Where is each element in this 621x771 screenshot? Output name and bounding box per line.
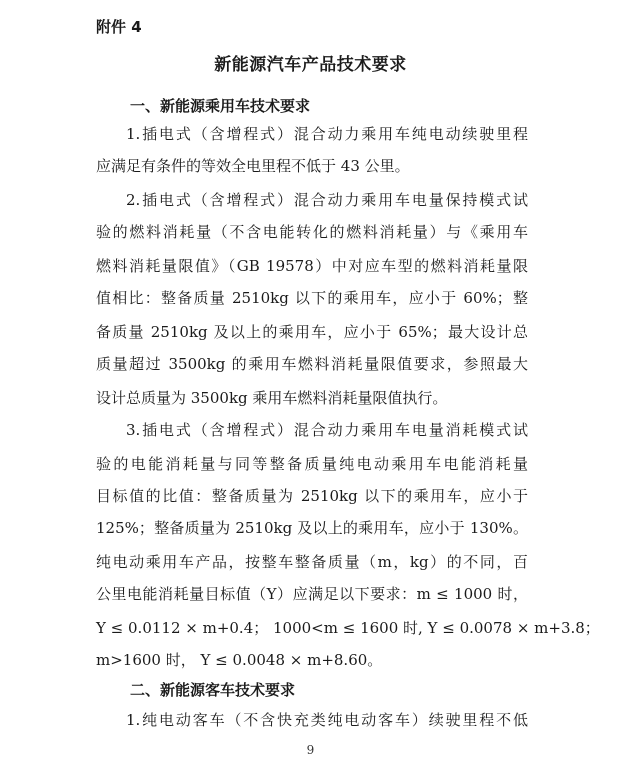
paragraph-line: 1.插电式（含增程式）混合动力乘用车纯电动续驶里程 [126,125,528,143]
attachment-label: 附件 4 [96,18,142,36]
section-heading-bus: 二、新能源客车技术要求 [130,681,296,699]
paragraph-line: 应满足有条件的等效全电里程不低于 43 公里。 [96,157,410,175]
paragraph-line: 备质量 2510kg 及以上的乘用车，应小于 65%；最大设计总 [96,323,528,341]
paragraph-line: 125%；整备质量为 2510kg 及以上的乘用车，应小于 130%。 [96,519,528,537]
paragraph-line: 1.纯电动客车（不含快充类纯电动客车）续驶里程不低 [126,711,528,729]
paragraph-line: Y ≤ 0.0112 × m+0.4； 1000<m ≤ 1600 时, Y ≤ 0.0078 × m+3.8； [96,619,600,637]
page-number: 9 [306,743,315,757]
paragraph-line: 燃料消耗量限值》（GB 19578）中对应车型的燃料消耗量限 [96,257,528,275]
paragraph-line: 公里电能消耗量目标值（Y）应满足以下要求：m ≤ 1000 时， [96,585,528,603]
paragraph-line: 3.插电式（含增程式）混合动力乘用车电量消耗模式试 [126,421,528,439]
paragraph-line: 值相比：整备质量 2510kg 以下的乘用车，应小于 60%；整 [96,289,528,307]
paragraph-line: 验的燃料消耗量（不含电能转化的燃料消耗量）与《乘用车 [96,223,528,241]
paragraph-line: m>1600 时， Y ≤ 0.0048 × m+8.60。 [96,651,383,669]
document-title: 新能源汽车产品技术要求 [214,55,407,75]
paragraph-line: 验的电能消耗量与同等整备质量纯电动乘用车电能消耗量 [96,455,528,473]
section-heading-passenger-car: 一、新能源乘用车技术要求 [130,97,311,115]
paragraph-line: 质量超过 3500kg 的乘用车燃料消耗量限值要求，参照最大 [96,355,528,373]
paragraph-line: 纯电动乘用车产品，按整车整备质量（m，kg）的不同，百 [96,553,528,571]
paragraph-line: 目标值的比值：整备质量为 2510kg 以下的乘用车，应小于 [96,487,528,505]
paragraph-line: 2.插电式（含增程式）混合动力乘用车电量保持模式试 [126,191,528,209]
paragraph-line: 设计总质量为 3500kg 乘用车燃料消耗量限值执行。 [96,389,448,407]
